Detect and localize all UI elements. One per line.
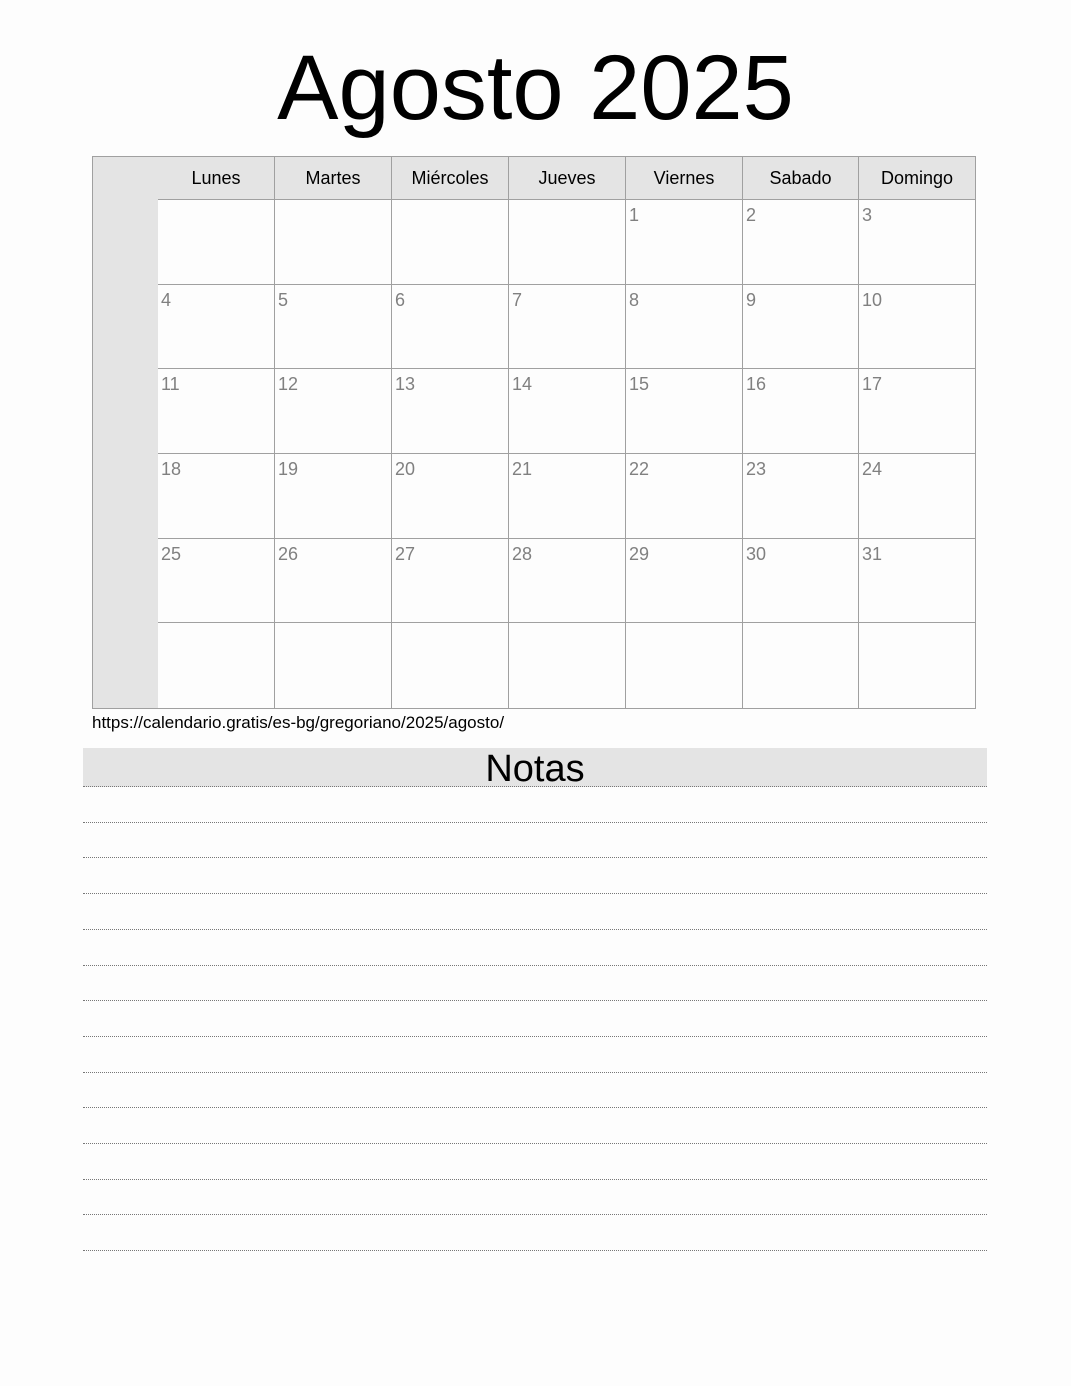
day-cell [509, 539, 626, 624]
day-cell [626, 200, 743, 285]
weekday-header: Miércoles [392, 157, 509, 200]
day-number: 5 [278, 289, 289, 310]
day-number: 27 [395, 543, 416, 564]
day-number: 24 [862, 458, 883, 479]
day-cell [158, 623, 275, 708]
day-cell [509, 200, 626, 285]
day-number: 21 [512, 458, 533, 479]
day-number: 26 [278, 543, 299, 564]
day-cell [743, 200, 859, 285]
weekday-header: Viernes [626, 157, 743, 200]
weekday-header: Jueves [509, 157, 626, 200]
day-cell [275, 539, 392, 624]
note-line [83, 822, 987, 823]
day-cell [626, 369, 743, 454]
calendar-grid [92, 156, 976, 709]
day-cell [158, 200, 275, 285]
note-line [83, 1179, 987, 1180]
weekday-header: Sabado [743, 157, 859, 200]
source-url: https://calendario.gratis/es-bg/gregoriano/2025/agosto/ [92, 713, 505, 732]
day-cell [509, 454, 626, 539]
day-cell [743, 285, 859, 370]
day-cell [275, 200, 392, 285]
day-number: 6 [395, 289, 406, 310]
weekday-header: Martes [275, 157, 392, 200]
day-cell [859, 539, 975, 624]
day-cell [626, 454, 743, 539]
day-cell [743, 454, 859, 539]
day-cell [859, 369, 975, 454]
day-cell [275, 454, 392, 539]
day-number: 7 [512, 289, 523, 310]
day-number: 8 [629, 289, 640, 310]
day-number: 13 [395, 374, 416, 395]
day-cell [392, 454, 509, 539]
day-number: 25 [161, 543, 182, 564]
day-cell [275, 285, 392, 370]
day-number: 30 [746, 543, 767, 564]
note-line [83, 929, 987, 930]
day-number: 15 [629, 374, 650, 395]
day-cell [509, 285, 626, 370]
day-cell [158, 454, 275, 539]
day-number: 10 [862, 289, 883, 310]
day-number: 19 [278, 458, 299, 479]
day-cell [859, 200, 975, 285]
note-line [83, 1000, 987, 1001]
notes-heading: Notas [83, 748, 987, 787]
day-cell [626, 539, 743, 624]
day-cell [392, 200, 509, 285]
day-number: 31 [862, 543, 883, 564]
day-cell [158, 539, 275, 624]
day-number: 23 [746, 458, 767, 479]
day-number: 2 [746, 205, 757, 225]
day-cell [743, 623, 859, 708]
day-number: 29 [629, 543, 650, 564]
note-line [83, 1107, 987, 1108]
day-number: 14 [512, 374, 533, 395]
day-cell [509, 623, 626, 708]
note-line [83, 965, 987, 966]
week-number-column [93, 157, 159, 708]
day-cell [743, 539, 859, 624]
note-line [83, 1143, 987, 1144]
day-number: 12 [278, 374, 299, 395]
day-number: 20 [395, 458, 416, 479]
day-cell [275, 623, 392, 708]
note-line [83, 857, 987, 858]
note-line [83, 1036, 987, 1037]
day-cell [743, 369, 859, 454]
day-cell [859, 623, 975, 708]
day-number: 4 [161, 289, 172, 310]
day-cell [392, 369, 509, 454]
note-line [83, 1214, 987, 1215]
day-number: 9 [746, 289, 757, 310]
day-cell [158, 285, 275, 370]
calendar-table [158, 157, 975, 708]
day-cell [275, 369, 392, 454]
day-cell [859, 454, 975, 539]
day-number: 3 [862, 205, 873, 225]
day-number: 16 [746, 374, 767, 395]
day-number: 28 [512, 543, 533, 564]
note-line [83, 1072, 987, 1073]
day-cell [392, 623, 509, 708]
note-line [83, 893, 987, 894]
note-line [83, 1250, 987, 1251]
day-number: 1 [629, 205, 640, 225]
day-number: 18 [161, 458, 182, 479]
day-cell [859, 285, 975, 370]
day-cell [392, 539, 509, 624]
day-number: 11 [161, 374, 180, 395]
day-cell [392, 285, 509, 370]
page-title: Agosto 2025 [277, 37, 794, 139]
weekday-header: Lunes [158, 157, 275, 200]
day-number: 17 [862, 374, 883, 395]
day-cell [158, 369, 275, 454]
day-cell [626, 623, 743, 708]
weekday-header: Domingo [859, 157, 975, 200]
day-cell [509, 369, 626, 454]
day-number: 22 [629, 458, 650, 479]
day-cell [626, 285, 743, 370]
